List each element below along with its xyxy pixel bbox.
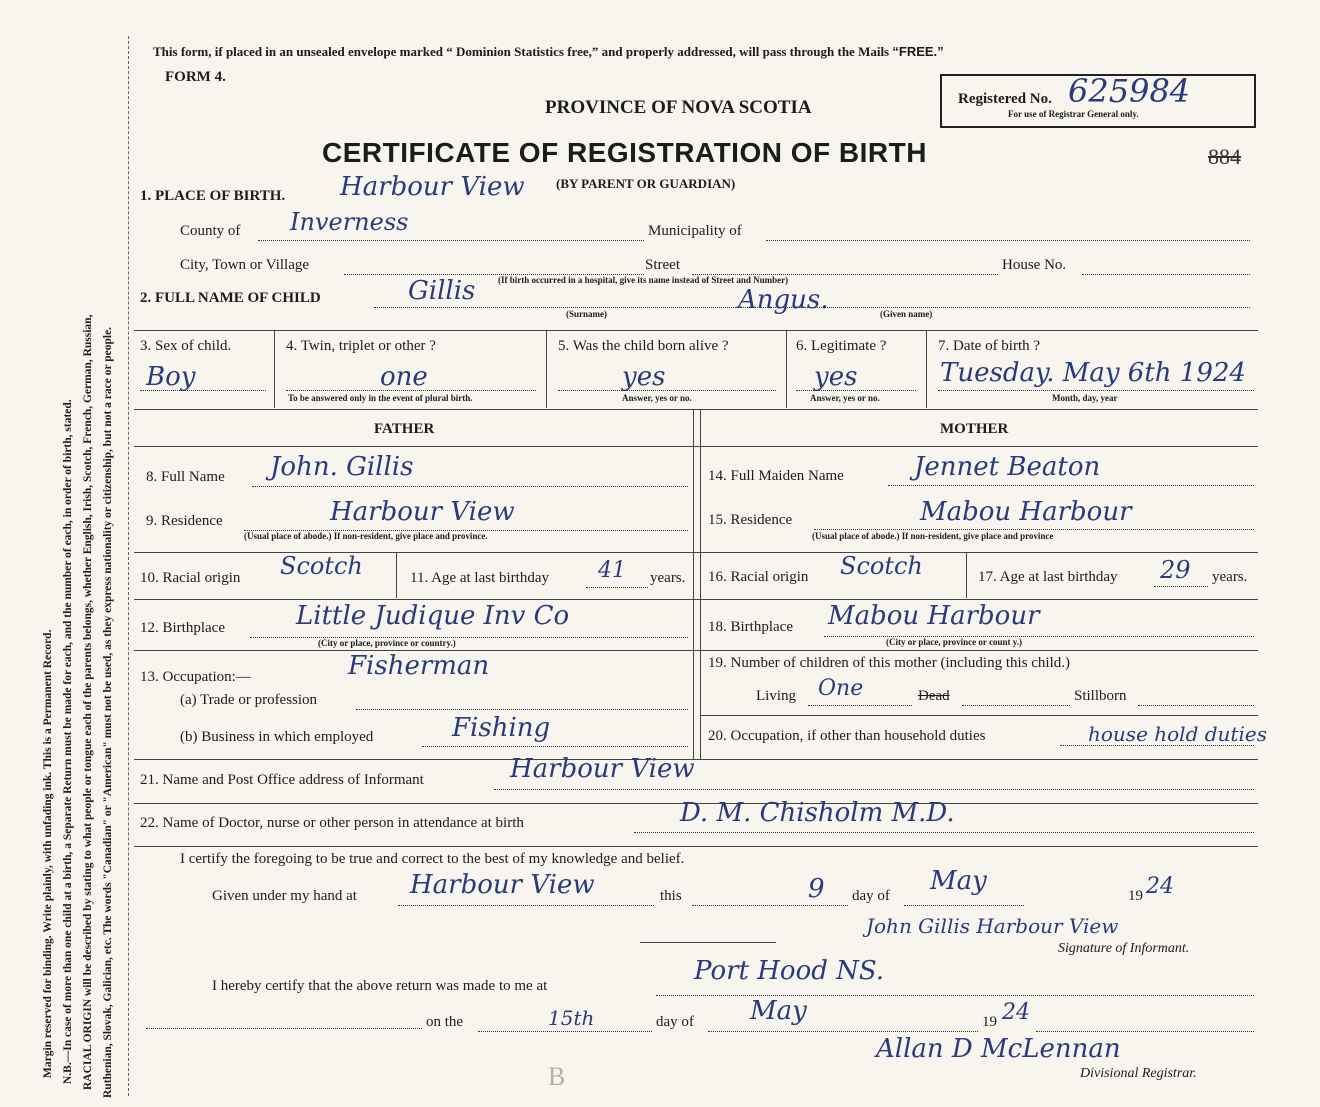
informant-label: 21. Name and Post Office address of Informant	[140, 772, 424, 788]
doctor-line	[634, 832, 1254, 833]
registrar-year-value: 24	[1002, 1000, 1030, 1025]
dob-label: 7. Date of birth ?	[938, 338, 1041, 354]
row3-divider-4	[926, 330, 927, 408]
dead-label: Dead	[918, 688, 950, 704]
margin-racial-origin-note: RACIAL ORIGIN will be described by stating to what people or tongue each of the parents belongs, whether English, Irish, Scotch, French, German, Russian,	[82, 314, 94, 1090]
alive-line	[558, 390, 776, 391]
surname-caption: (Surname)	[566, 309, 607, 319]
father-birthplace-label: 12. Birthplace	[140, 620, 225, 636]
registrar-signature: Allan D McLennan	[876, 1034, 1121, 1064]
margin-plural-birth-note: N.B.—In case of more than one child at a birth, a Separate Return must be made for each, and the number of each, in order of birth, stated.	[62, 399, 74, 1084]
row3-divider-3	[786, 330, 787, 408]
father-residence-value: Harbour View	[330, 497, 515, 527]
father-birthplace-note: (City or place, province or country.)	[318, 638, 456, 648]
mother-birthplace-note: (City or place, province or count y.)	[886, 637, 1022, 647]
father-name-label: 8. Full Name	[146, 469, 225, 485]
certify-year-value: 24	[1146, 874, 1174, 899]
row3-top-rule	[134, 330, 1258, 331]
registrar-signature-caption: Divisional Registrar.	[1080, 1066, 1197, 1081]
mother-race-label: 16. Racial origin	[708, 569, 809, 585]
this-label: this	[660, 888, 682, 904]
margin-racial-origin-note-2: Ruthenian, Slovak, Galician, etc. The words "Canadian" or "American" must not be used, as they express nationality or citizenship, but not a race or people.	[102, 326, 114, 1098]
parents-rule-4	[134, 650, 1258, 651]
parents-rule-3	[134, 599, 1258, 600]
given-label: Given under my hand at	[212, 888, 357, 904]
twin-value: one	[380, 362, 428, 392]
dead-line	[962, 705, 1070, 706]
living-line	[808, 705, 912, 706]
father-race-value: Scotch	[280, 552, 363, 580]
stillborn-line	[1138, 705, 1254, 706]
legitimate-label: 6. Legitimate ?	[796, 338, 887, 354]
business-label: (b) Business in which employed	[180, 729, 374, 745]
twin-note: To be answered only in the event of plural birth.	[288, 393, 473, 403]
mother-occupation-value: house hold duties	[1088, 722, 1267, 746]
registered-label: Registered No.	[958, 91, 1052, 107]
registrar-note: For use of Registrar General only.	[1008, 109, 1139, 119]
mother-age-unit: years.	[1212, 569, 1248, 585]
living-label: Living	[756, 688, 796, 704]
parents-rule-5	[134, 759, 1258, 760]
certify-day-value: 9	[808, 874, 825, 904]
mother-age-line	[1154, 586, 1208, 587]
certify-month-value: May	[930, 866, 987, 896]
registrar-month-value: May	[750, 996, 807, 1026]
mother-age-divider	[966, 552, 967, 598]
certify-day-of-label: day of	[852, 888, 890, 904]
dob-note: Month, day, year	[1052, 393, 1118, 403]
city-label: City, Town or Village	[180, 257, 310, 273]
hospital-note: (If birth occurred in a hospital, give its name instead of Street and Number)	[498, 275, 789, 285]
mother-race-value: Scotch	[840, 552, 923, 580]
trade-value: Fisherman	[348, 651, 490, 681]
mother-heading: MOTHER	[940, 421, 1009, 437]
mother-name-value: Jennet Beaton	[914, 452, 1101, 482]
mother-residence-value: Mabou Harbour	[920, 497, 1132, 527]
registrar-year-line	[1036, 1031, 1254, 1032]
county-value: Inverness	[290, 208, 409, 236]
father-birthplace-line	[250, 637, 688, 638]
certify-blank-rule	[640, 942, 776, 943]
mother-age-label: 17. Age at last birthday	[978, 569, 1118, 585]
postal-notice-free: “FREE.”	[892, 44, 944, 59]
parents-divider-2	[700, 409, 701, 759]
binding-margin-line	[128, 36, 129, 1096]
parents-rule-1	[134, 446, 1258, 447]
given-place-value: Harbour View	[410, 870, 595, 900]
certify-year-prefix: 19	[1128, 888, 1143, 904]
living-value: One	[818, 676, 864, 701]
occupation-label: 13. Occupation:—	[140, 669, 251, 685]
informant-value: Harbour View	[510, 754, 695, 784]
margin-binding-note: Margin reserved for binding. Write plainly, with unfading ink. This is a Permanent Record.	[42, 629, 54, 1078]
child-surname: Gillis	[408, 276, 476, 306]
father-residence-note: (Usual place of abode.) If non-resident, give place and province.	[244, 531, 488, 541]
child-name-label: 2. FULL NAME OF CHILD	[140, 290, 321, 306]
father-birthplace-value: Little Judique Inv Co	[296, 601, 570, 631]
certify-statement: I certify the foregoing to be true and correct to the best of my knowledge and belief.	[180, 851, 685, 867]
registrar-place-line	[656, 995, 1254, 996]
pencil-stamp-mark: B	[548, 1062, 566, 1091]
registrar-place-value: Port Hood NS.	[694, 956, 885, 986]
father-name-line	[252, 486, 688, 487]
mother-occupation-rule	[700, 715, 1258, 716]
municipality-line	[766, 240, 1250, 241]
doctor-value: D. M. Chisholm M.D.	[680, 798, 955, 828]
mother-residence-label: 15. Residence	[708, 512, 793, 528]
father-heading: FATHER	[374, 421, 435, 437]
registered-number: 625984	[1068, 72, 1191, 110]
legitimate-value: yes	[814, 362, 858, 392]
mother-birthplace-label: 18. Birthplace	[708, 619, 793, 635]
informant-signature: John Gillis Harbour View	[866, 914, 1119, 938]
doctor-label: 22. Name of Doctor, nurse or other person in attendance at birth	[140, 815, 524, 831]
registrar-statement: I hereby certify that the above return was made to me at	[212, 978, 548, 994]
trade-label: (a) Trade or profession	[180, 692, 318, 708]
registrar-year-prefix: 19	[982, 1014, 997, 1030]
dob-value: Tuesday. May 6th 1924	[940, 358, 1246, 388]
parents-divider	[693, 409, 694, 759]
given-place-line	[398, 905, 654, 906]
county-line	[258, 240, 644, 241]
stillborn-label: Stillborn	[1074, 688, 1127, 704]
business-value: Fishing	[452, 713, 551, 743]
registrar-day-line	[478, 1031, 652, 1032]
father-name-value: John. Gillis	[270, 452, 414, 482]
legitimate-note: Answer, yes or no.	[810, 393, 880, 403]
twin-label: 4. Twin, triplet or other ?	[286, 338, 436, 354]
father-age-line	[586, 587, 648, 588]
sex-label: 3. Sex of child.	[140, 338, 232, 354]
house-line	[1082, 274, 1250, 275]
house-label: House No.	[1002, 257, 1067, 273]
postal-notice	[153, 44, 944, 60]
province-heading: PROVINCE OF NOVA SCOTIA	[545, 97, 812, 118]
registrar-month-line	[708, 1031, 978, 1032]
father-age-divider	[396, 552, 397, 598]
business-line	[422, 746, 688, 747]
father-age-unit: years.	[650, 570, 686, 586]
place-of-birth-value: Harbour View	[340, 172, 525, 202]
children-label: 19. Number of children of this mother (including this child.)	[708, 655, 1071, 671]
by-parent-subtitle: (BY PARENT OR GUARDIAN)	[556, 176, 736, 191]
alive-note: Answer, yes or no.	[622, 393, 692, 403]
postal-notice-text: This form, if placed in an unsealed envelope marked “ Dominion Statistics free,” and properly addressed, will pass through the Mails	[153, 44, 893, 59]
trade-line	[356, 709, 688, 710]
father-age-label: 11. Age at last birthday	[410, 570, 549, 586]
registrar-day-of-label: day of	[656, 1014, 694, 1030]
father-residence-label: 9. Residence	[146, 513, 223, 529]
place-of-birth-label: 1. PLACE OF BIRTH.	[140, 188, 286, 204]
mother-occupation-label: 20. Occupation, if other than household duties	[708, 728, 986, 744]
given-caption: (Given name)	[880, 309, 933, 319]
row3-divider-1	[274, 330, 275, 408]
registrar-blank-line	[146, 1028, 422, 1029]
county-label: County of	[180, 223, 241, 239]
informant-line	[494, 789, 1254, 790]
mother-birthplace-value: Mabou Harbour	[828, 601, 1040, 631]
mother-name-line	[888, 485, 1254, 486]
street-label: Street	[645, 257, 680, 273]
child-given-name: Angus.	[738, 285, 829, 315]
father-race-label: 10. Racial origin	[140, 570, 241, 586]
form-number: FORM 4.	[165, 69, 226, 85]
certificate-title: CERTIFICATE OF REGISTRATION OF BIRTH	[322, 137, 927, 168]
mother-age-value: 29	[1160, 556, 1191, 584]
row3-bottom-rule	[134, 409, 1258, 410]
informant-signature-caption: Signature of Informant.	[1058, 941, 1190, 956]
municipality-label: Municipality of	[648, 223, 742, 239]
registrar-day-value: 15th	[548, 1006, 595, 1030]
doctor-rule	[134, 846, 1258, 847]
day-line	[692, 905, 848, 906]
sex-value: Boy	[146, 362, 196, 392]
row3-divider-2	[546, 330, 547, 408]
alive-value: yes	[622, 362, 666, 392]
mother-name-label: 14. Full Maiden Name	[708, 468, 844, 484]
month-line	[904, 905, 1024, 906]
mother-residence-note: (Usual place of abode.) If non-resident, give place and province	[812, 531, 1054, 541]
struck-number: 884	[1208, 144, 1241, 169]
dob-line	[938, 390, 1254, 391]
on-the-label: on the	[426, 1014, 464, 1030]
mother-residence-line	[814, 529, 1254, 530]
alive-label: 5. Was the child born alive ?	[558, 338, 729, 354]
father-age-value: 41	[598, 558, 626, 583]
